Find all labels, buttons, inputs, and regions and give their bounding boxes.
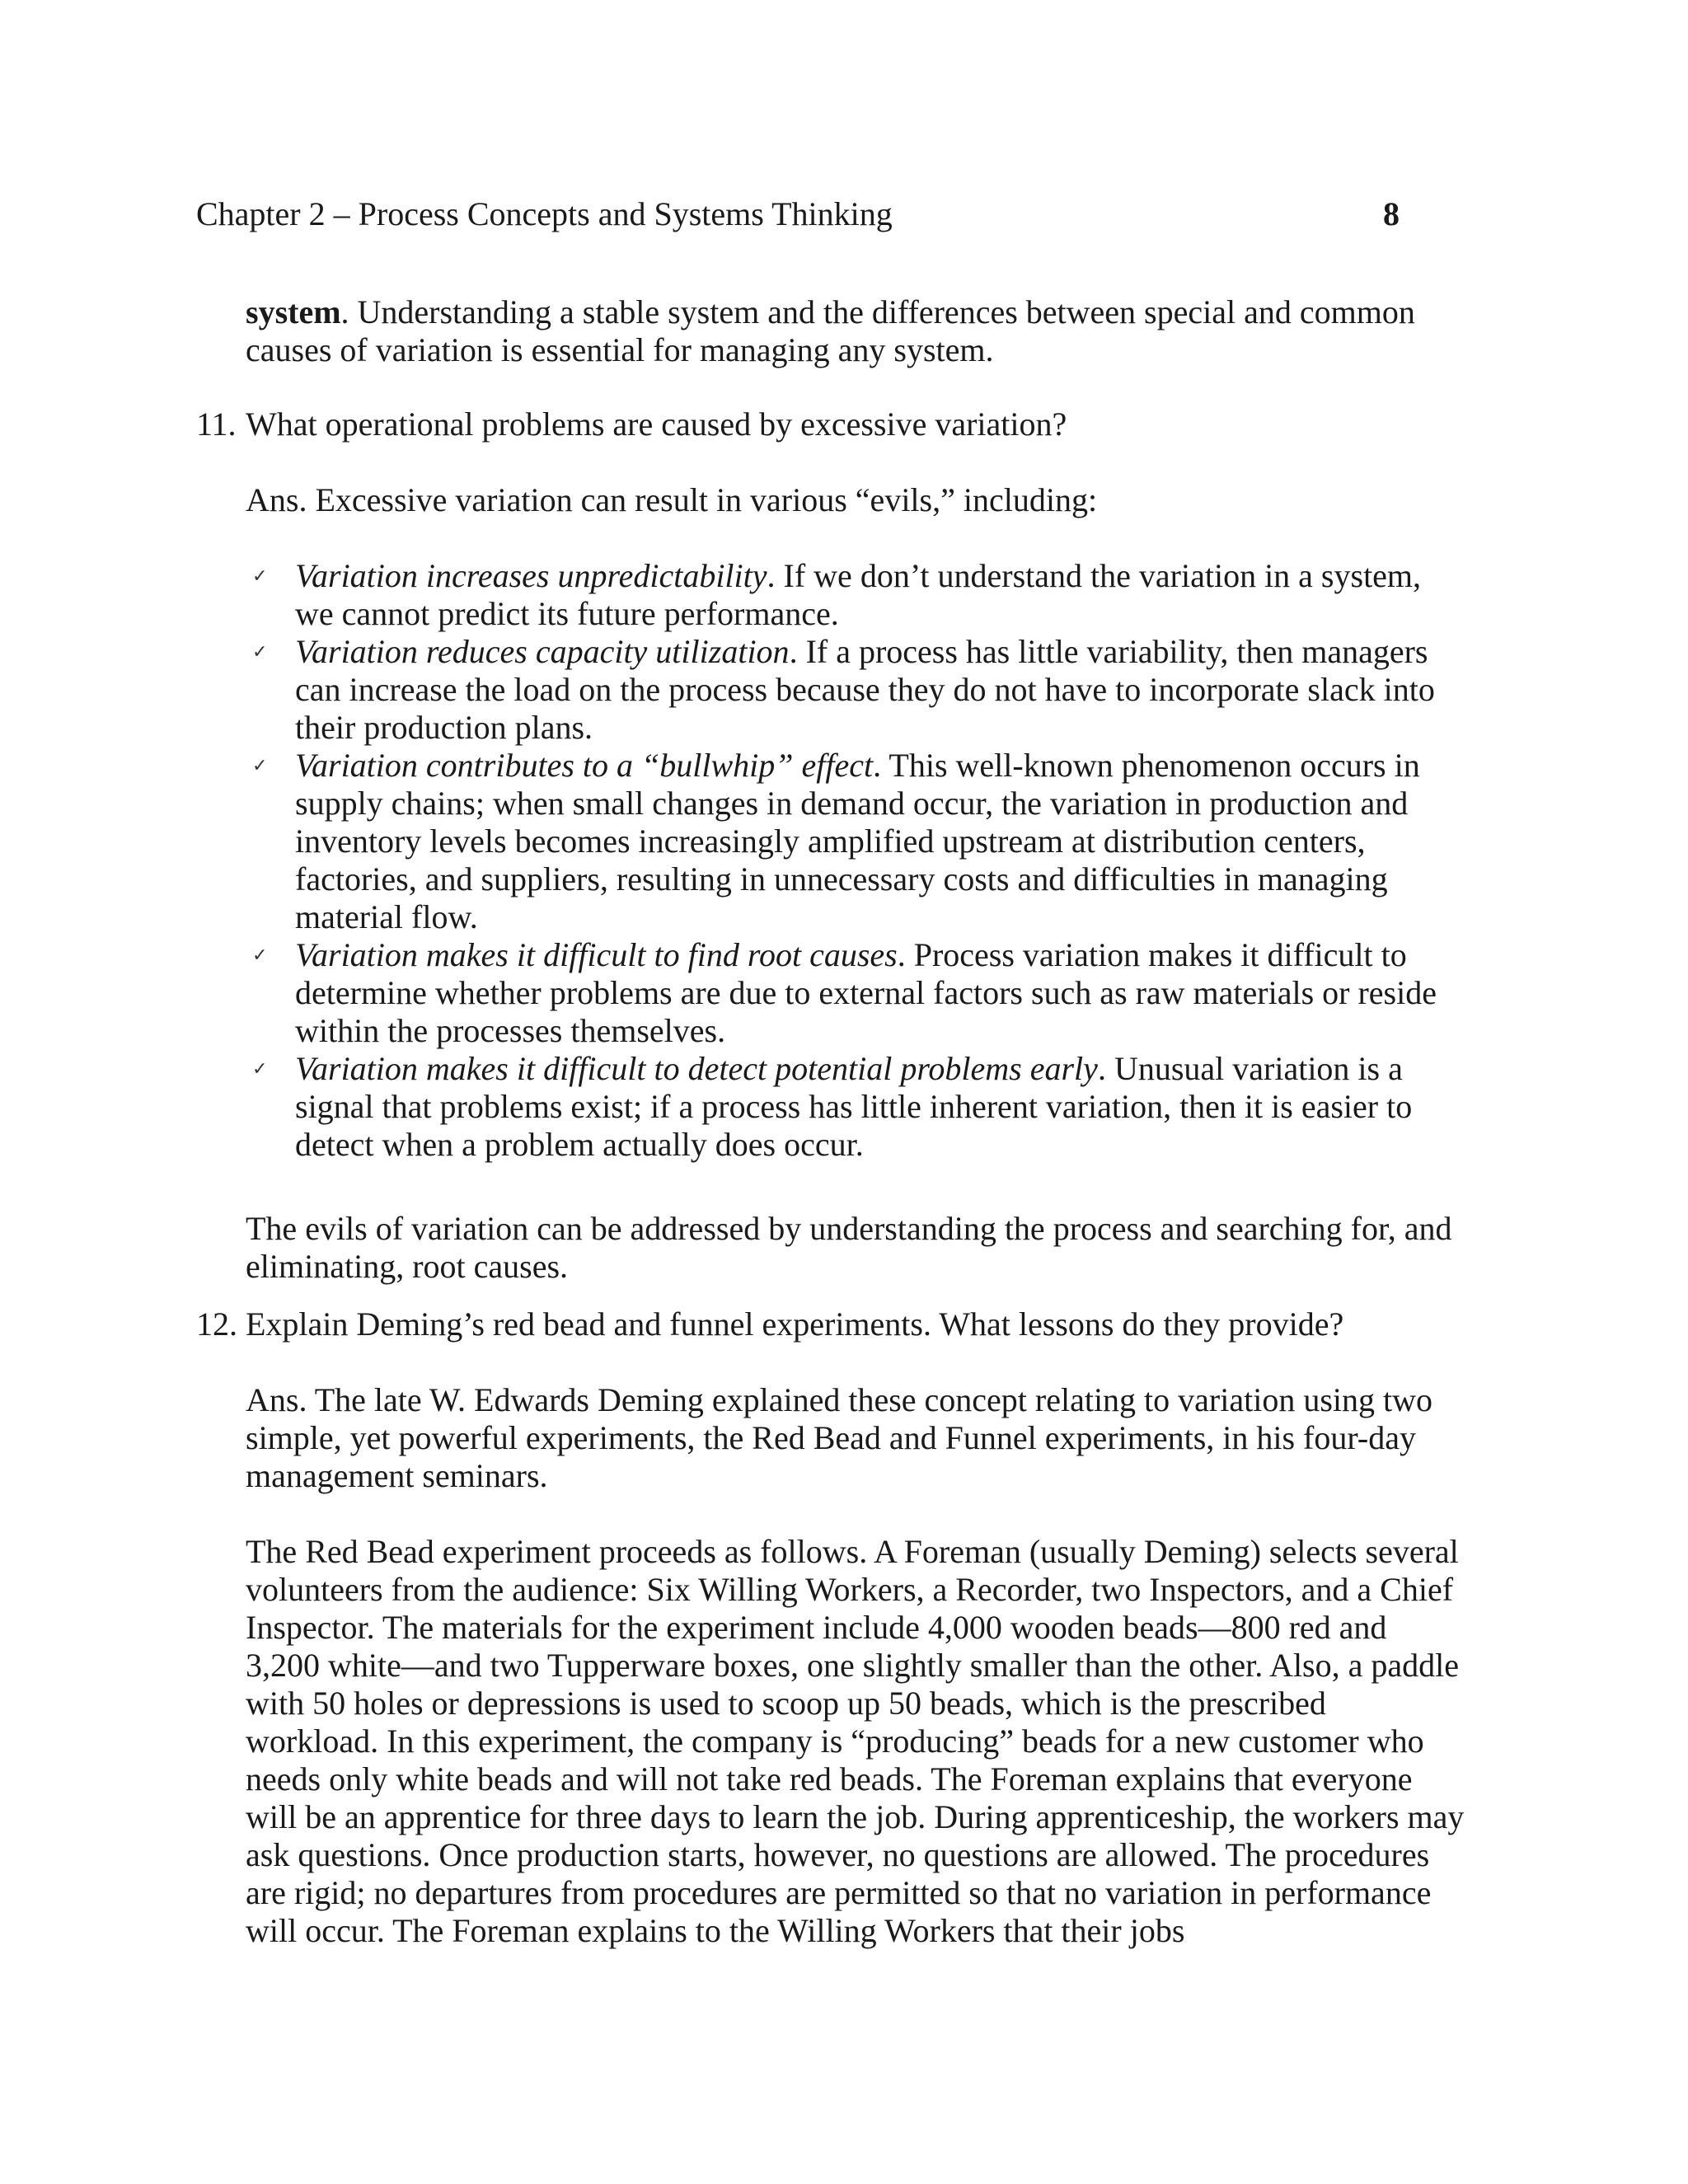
checkmark-bullet-icon: ✓ bbox=[252, 565, 268, 586]
checkmark-bullet-icon: ✓ bbox=[252, 641, 268, 662]
bullet-title: Variation increases unpredictability bbox=[295, 557, 767, 594]
list-item bbox=[246, 557, 1465, 633]
bullet-title: Variation makes it difficult to detect potential problems early bbox=[295, 1050, 1098, 1087]
checkmark-bullet-icon: ✓ bbox=[252, 755, 268, 776]
bullet-text: . If we don’t understand the variation in a system, we cannot predict its future performance. bbox=[295, 557, 1422, 632]
answer-12-intro bbox=[246, 1381, 1465, 1495]
bullet-text: . This well-known phenomenon occurs in supply chains; when small changes in demand occur, the variation in production and inventory levels becomes increasingly amplified upstream at distribution centers, factories, and suppliers, resulting in unnecessary costs and difficulties in managing material flow. bbox=[295, 747, 1420, 935]
list-item bbox=[246, 936, 1465, 1050]
answer-11-intro bbox=[246, 481, 1465, 519]
bullet-text: . Unusual variation is a signal that problems exist; if a process has little inherent variation, then it is easier to detect when a problem actually does occur. bbox=[295, 1050, 1413, 1163]
continuation-text: . Understanding a stable system and the differences between special and common causes of variation is essential for managing any system. bbox=[246, 293, 1415, 368]
answer-intro-text: Ans. Excessive variation can result in various “evils,” including: bbox=[246, 481, 1098, 518]
question-number: 11. bbox=[196, 405, 237, 443]
conclusion-text: The evils of variation can be addressed by understanding the process and searching for, and eliminating, root causes. bbox=[246, 1210, 1452, 1285]
evils-of-variation-list bbox=[246, 557, 1465, 1164]
bullet-title: Variation makes it difficult to find root causes bbox=[295, 936, 898, 973]
bullet-text: . If a process has little variability, then managers can increase the load on the process because they do not have to incorporate slack into their production plans. bbox=[295, 633, 1435, 746]
list-item bbox=[246, 633, 1465, 747]
page-header bbox=[196, 191, 1400, 237]
red-bead-text: The Red Bead experiment proceeds as follows. A Foreman (usually Deming) selects several volunteers from the audience: Six Willing Workers, a Recorder, two Inspectors, and a Chief Inspector. The materials for the experiment include 4,000 wooden beads—800 red and 3,200 white—and two Tupperware boxes, one slightly smaller than the other. Also, a paddle with 50 holes or depressions is used to scoop up 50 beads, which is the prescribed workload. In this experiment, the company is “producing” beads for a new customer who needs only white beads and will not take red beads. The Foreman explains that everyone will be an apprentice for three days to learn the job. During apprenticeship, the workers may ask questions. Once production starts, however, no questions are allowed. The procedures are rigid; no departures from procedures are permitted so that no variation in performance will occur. The Foreman explains to the Willing Workers that their jobs bbox=[246, 1533, 1465, 1949]
bullet-text: . Process variation makes it difficult to determine whether problems are due to external factors such as raw materials or reside within the processes themselves. bbox=[295, 936, 1437, 1049]
bullet-title: Variation contributes to a “bullwhip” effect bbox=[295, 747, 874, 784]
question-text: Explain Deming’s red bead and funnel experiments. What lessons do they provide? bbox=[246, 1305, 1344, 1343]
list-item bbox=[246, 747, 1465, 936]
bullet-title: Variation reduces capacity utilization bbox=[295, 633, 790, 670]
answer-intro-text: Ans. The late W. Edwards Deming explained these concept relating to variation using two simple, yet powerful experiments, the Red Bead and Funnel experiments, in his four-day management seminars. bbox=[246, 1381, 1433, 1494]
bold-term: system bbox=[246, 293, 341, 330]
list-item bbox=[246, 1050, 1465, 1164]
red-bead-paragraph bbox=[246, 1533, 1465, 1950]
question-text: What operational problems are caused by excessive variation? bbox=[246, 405, 1067, 443]
page-number: 8 bbox=[1383, 195, 1400, 232]
checkmark-bullet-icon: ✓ bbox=[252, 944, 268, 965]
continuation-paragraph bbox=[246, 293, 1465, 369]
checkmark-bullet-icon: ✓ bbox=[252, 1058, 268, 1079]
chapter-title: Chapter 2 – Process Concepts and Systems Thinking bbox=[196, 195, 893, 232]
answer-11-conclusion bbox=[246, 1210, 1465, 1286]
question-number: 12. bbox=[196, 1305, 237, 1343]
